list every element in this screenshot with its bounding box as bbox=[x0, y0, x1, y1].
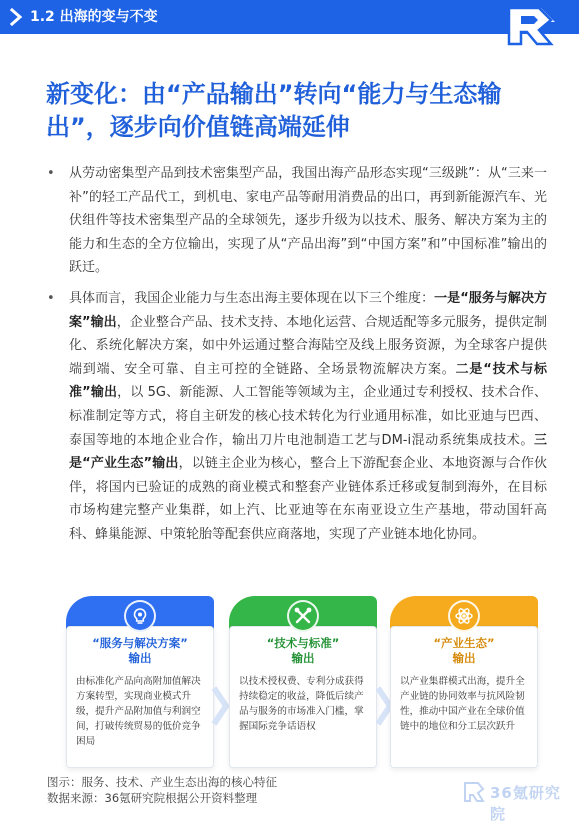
feature-cards bbox=[0, 596, 579, 771]
bullet-item bbox=[47, 287, 547, 547]
section-header-bar bbox=[0, 0, 579, 34]
bullet-text: ，以 5G、新能源、人工智能等领域为主，企业通过专利授权、技术合作、标准制定等方式，将自主研发的核心技术转化为行业通用标准，如比亚迪与巴西、泰国等地的本地企业合作，输出刀片电池制造工艺与DM-i混动系统集成技术。 bbox=[69, 385, 548, 448]
bullet-text: 具体而言，我国企业能力与生态出海主要体现在以下三个维度： bbox=[69, 290, 435, 306]
figure-caption: 图示：服务、技术、产业生态出海的核心特征 bbox=[47, 775, 277, 789]
bullet-emphasis: 一是“服务与解决方案”输出 bbox=[69, 290, 547, 330]
watermark bbox=[462, 780, 572, 823]
wrench-screwdriver-icon bbox=[287, 600, 319, 632]
bullet-list bbox=[47, 162, 547, 547]
bullet-emphasis: 三是“产业生态”输出 bbox=[69, 432, 547, 472]
card-industry-ecosystem bbox=[390, 596, 538, 768]
data-source: 数据来源：36氪研究院根据公开资料整理 bbox=[47, 791, 258, 805]
figure-footer bbox=[47, 774, 277, 806]
card-title bbox=[396, 636, 532, 666]
bullet-text: 从劳动密集型产品到技术密集型产品，我国出海产品形态实现“三级跳”：从“三来一补”的轻工产品代工，到机电、家电产品等耐用消费品的出口，再到新能源汽车、光伏组件等技术密集型产品的全球领先，逐步升级为以技术、服务、解决方案为主的能力和生态的全方位输出，实现了从“产品出海”到“中国方案”和”中国标准”输出的跃迁。 bbox=[69, 166, 547, 276]
bullet-emphasis: 二是“技术与标准”输出 bbox=[69, 361, 547, 401]
card-title-text: “技术与标准” 输出 bbox=[266, 636, 340, 665]
card-title bbox=[72, 636, 208, 666]
lightbulb-head-icon bbox=[124, 600, 156, 632]
watermark-text: 36氪研究院 bbox=[490, 784, 561, 823]
chevron-right-icon bbox=[212, 686, 228, 726]
card-tech-standard bbox=[229, 596, 377, 768]
card-service-solution bbox=[66, 596, 214, 768]
card-description: 以技术授权费、专利分成获得持续稳定的收益，降低后续产品与服务的市场准入门槛，掌握国际竞争话语权 bbox=[239, 676, 364, 732]
bullet-text: ，以链主企业为核心，整合上下游配套企业、本地资源与合作伙伴，将国内已验证的成熟的商业模式和整套产业链体系迁移或复制到海外，在目标市场构建完整产业集群，如上汽、比亚迪等在东南亚设立生产基地，带动国轩高科、蜂巢能源、中策轮胎等配套供应商落地，实现了产业链本地化协同。 bbox=[69, 456, 547, 542]
card-description: 由标准化产品向高附加值解决方案转型，实现商业模式升级，提升产品附加值与利润空间，打破传统贸易的低价竞争困局 bbox=[76, 676, 201, 747]
bullet-text: ，企业整合产品、技术支持、本地化运营、合规适配等多元服务，提供定制化、系统化解决方案，如中外运通过整合海陆空及线上服务资源，为全球客户提供端到端、安全可靠、自主可控的全链路、全场景物流解决方案。 bbox=[69, 314, 547, 377]
card-description: 以产业集群模式出海，提升全产业链的协同效率与抗风险韧性，推动中国产业在全球价值链中的地位和分工层次跃升 bbox=[400, 676, 525, 732]
section-title: 1.2 出海的变与不变 bbox=[30, 9, 158, 25]
page-title: 新变化：由“产品输出”转向“能力与生态输出”，逐步向价值链高端延伸 bbox=[46, 80, 502, 141]
chevron-right-icon bbox=[10, 8, 24, 26]
atom-icon bbox=[448, 600, 480, 632]
bullet-dot: • bbox=[47, 290, 55, 306]
bullet-dot: • bbox=[47, 166, 55, 181]
card-title bbox=[235, 636, 371, 666]
card-title-text: “服务与解决方案” 输出 bbox=[92, 636, 188, 665]
bullet-item bbox=[47, 162, 547, 280]
card-title-text: “产业生态” 输出 bbox=[433, 636, 495, 665]
brand-logo-icon bbox=[501, 2, 557, 50]
watermark-logo-icon bbox=[462, 780, 486, 804]
